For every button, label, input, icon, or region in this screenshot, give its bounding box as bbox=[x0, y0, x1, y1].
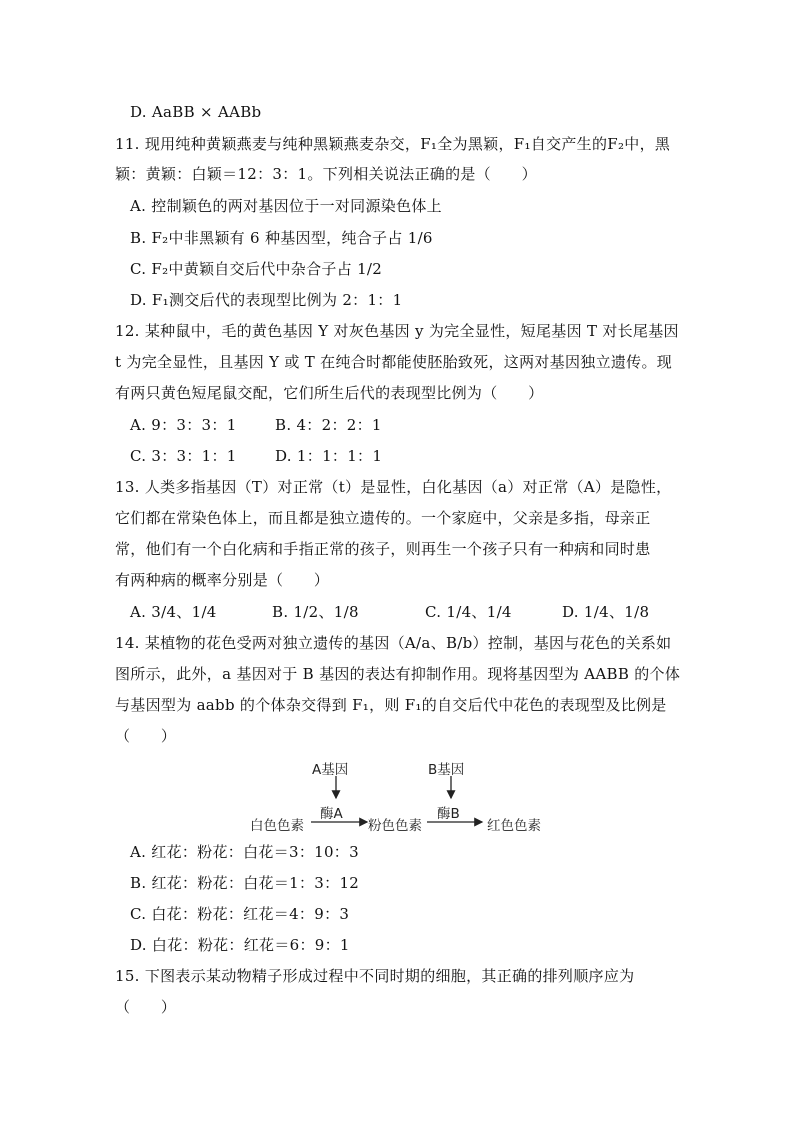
pigment-pathway-diagram bbox=[250, 754, 550, 834]
q13-option-b: B. 1/2、1/8 bbox=[272, 603, 359, 621]
q15-stem-line2: （ ） bbox=[115, 998, 177, 1016]
q12-stem-line1: 12. 某种鼠中，毛的黄色基因 Y 对灰色基因 y 为完全显性，短尾基因 T 对长尾基因 bbox=[115, 322, 679, 340]
q11-option-b: B. F₂中非黑颖有 6 种基因型，纯合子占 1/6 bbox=[130, 229, 433, 247]
q15-stem-line1: 15. 下图表示某动物精子形成过程中不同时期的细胞，其正确的排列顺序应为 bbox=[115, 967, 635, 985]
q11-option-c: C. F₂中黄颖自交后代中杂合子占 1/2 bbox=[130, 260, 383, 278]
q14-option-b: B. 红花：粉花：白花＝1：3：12 bbox=[130, 874, 360, 892]
q13-stem-line4: 有两种病的概率分别是（ ） bbox=[115, 571, 330, 589]
q11-stem-line1: 11. 现用纯种黄颖燕麦与纯种黑颖燕麦杂交，F₁全为黑颖，F₁自交产生的F₂中，黑 bbox=[115, 135, 671, 153]
q11-stem-line2: 颖：黄颖：白颖＝12：3：1。下列相关说法正确的是（ ） bbox=[115, 165, 537, 183]
q14-stem-line3: 与基因型为 aabb 的个体杂交得到 F₁，则 F₁的自交后代中花色的表现型及比例是 bbox=[115, 696, 667, 714]
enzyme-a-label: 酶A bbox=[320, 806, 343, 822]
red-pigment-label: 红色色素 bbox=[487, 818, 541, 834]
q10-option-d: D. AaBB × AABb bbox=[130, 103, 262, 121]
q13-option-c: C. 1/4、1/4 bbox=[425, 603, 512, 621]
gene-b-label: B基因 bbox=[428, 762, 465, 778]
q13-stem-line3: 常，他们有一个白化病和手指正常的孩子，则再生一个孩子只有一种病和同时患 bbox=[115, 540, 651, 558]
q14-stem-line2: 图所示，此外，a 基因对于 B 基因的表达有抑制作用。现将基因型为 AABB 的个体 bbox=[115, 665, 681, 683]
gene-a-label: A基因 bbox=[312, 762, 349, 778]
q12-option-a: A. 9：3：3：1 bbox=[130, 416, 237, 434]
q13-stem-line1: 13. 人类多指基因（T）对正常（t）是显性，白化基因（a）对正常（A）是隐性， bbox=[115, 478, 672, 496]
q11-option-a: A. 控制颖色的两对基因位于一对同源染色体上 bbox=[130, 197, 442, 215]
q12-option-b: B. 4：2：2：1 bbox=[275, 416, 382, 434]
q14-stem-line1: 14. 某植物的花色受两对独立遗传的基因（A/a、B/b）控制，基因与花色的关系如 bbox=[115, 634, 672, 652]
q14-stem-line4: （ ） bbox=[115, 727, 177, 745]
q11-option-d: D. F₁测交后代的表现型比例为 2：1：1 bbox=[130, 291, 403, 309]
q12-option-c: C. 3：3：1：1 bbox=[130, 447, 237, 465]
q12-option-d: D. 1：1：1：1 bbox=[275, 447, 383, 465]
pink-pigment-label: 粉色色素 bbox=[368, 818, 422, 834]
enzyme-b-label: 酶B bbox=[437, 806, 460, 822]
q14-option-a: A. 红花：粉花：白花＝3：10：3 bbox=[130, 843, 359, 861]
q14-option-c: C. 白花：粉花：红花＝4：9：3 bbox=[130, 905, 350, 923]
q13-option-a: A. 3/4、1/4 bbox=[130, 603, 217, 621]
q12-stem-line3: 有两只黄色短尾鼠交配，它们所生后代的表现型比例为（ ） bbox=[115, 384, 544, 402]
q13-stem-line2: 它们都在常染色体上，而且都是独立遗传的。一个家庭中，父亲是多指，母亲正 bbox=[115, 509, 651, 527]
q12-stem-line2: t 为完全显性，且基因 Y 或 T 在纯合时都能使胚胎致死，这两对基因独立遗传。现 bbox=[115, 353, 673, 371]
q13-option-d: D. 1/4、1/8 bbox=[562, 603, 650, 621]
white-pigment-label: 白色色素 bbox=[250, 818, 304, 834]
q14-option-d: D. 白花：粉花：红花＝6：9：1 bbox=[130, 936, 350, 954]
